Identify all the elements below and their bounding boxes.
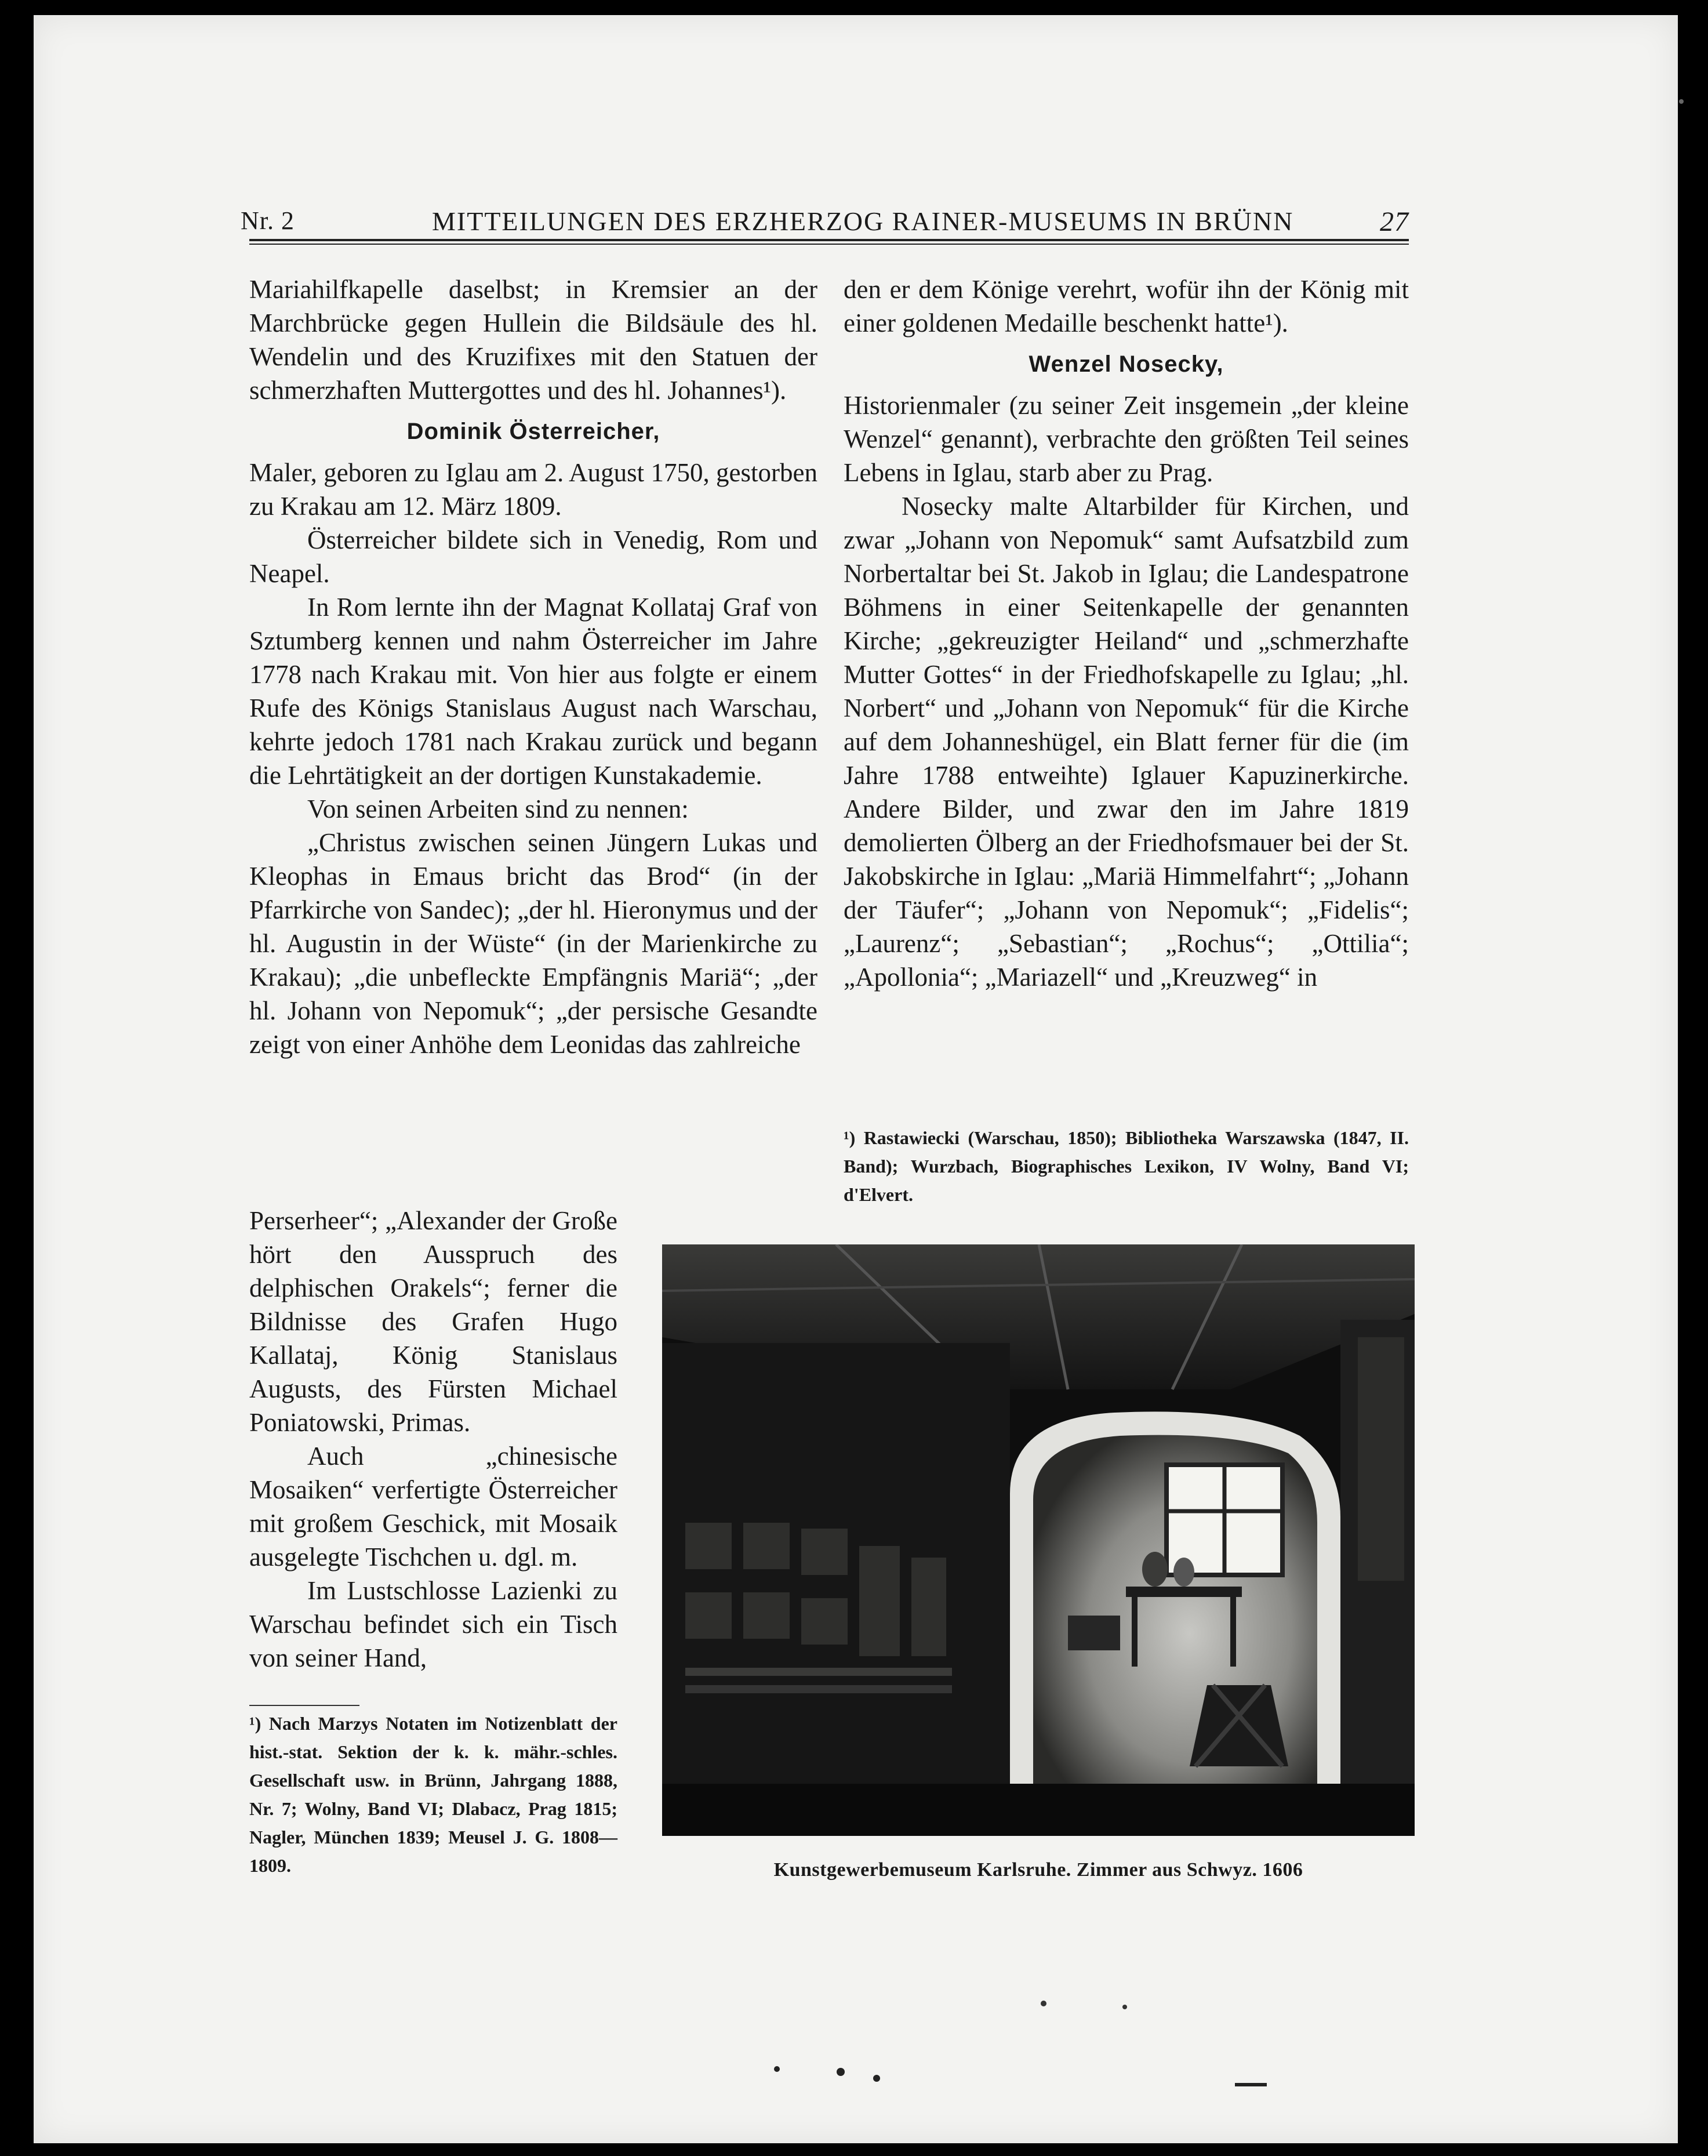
- paragraph: Von seinen Arbeiten sind zu nennen:: [307, 794, 689, 823]
- right-column: [844, 273, 1409, 994]
- paragraph: Perserheer“; „Alexander der Große hört den Ausspruch des delphischen Orakels“; ferner die Bildnisse des Grafen Hugo Kallataj, König Stanislaus Augusts, des Fürsten Michael Poniatowski, Primas.: [249, 1206, 617, 1437]
- paragraph: Mariahilfkapelle daselbst; in Kremsier an der Marchbrücke gegen Hullein die Bildsäule des hl. Wendelin und des Kruzifixes mit den Statuen der schmerzhaften Muttergottes und des hl. Johannes¹).: [249, 275, 817, 405]
- journal-title: MITTEILUNGEN DES ERZHERZOG RAINER-MUSEUMS IN BRÜNN: [432, 206, 1294, 236]
- footnote-rule: [249, 1705, 359, 1706]
- page-number: 27: [1380, 206, 1409, 237]
- paragraph: Im Lustschlosse Lazienki zu Warschau befindet sich ein Tisch von seiner Hand,: [249, 1576, 617, 1672]
- footnote-right: ¹) Rastawiecki (Warschau, 1850); Bibliotheka Warszawska (1847, II. Band); Wurzbach, Biographisches Lexikon, IV Wolny, Band VI; d'Elvert.: [844, 1127, 1409, 1205]
- left-column-narrow: [249, 1204, 617, 1675]
- paragraph: In Rom lernte ihn der Magnat Kollataj Graf von Sztumberg kennen und nahm Österreicher im Jahre 1778 nach Krakau mit. Von hier aus folgte er einem Rufe des Königs Stanislaus August nach Warschau, kehrte jedoch 1781 nach Krakau zurück und begann die Lehrtätigkeit an der dortigen Kunstakademie.: [249, 593, 817, 790]
- left-column-top: [249, 273, 817, 1061]
- section-heading: Dominik Österreicher,: [406, 419, 660, 444]
- footnote-left: ¹) Nach Marzys Notaten im Notizenblatt der hist.-stat. Sektion der k. k. mähr.-schles. Gesellschaft usw. in Brünn, Jahrgang 1888, Nr. 7; Wolny, Band VI; Dlabacz, Prag 1815; Nagler, München 1839; Meusel J. G. 1808—1809.: [249, 1713, 617, 1876]
- paragraph: Historienmaler (zu seiner Zeit insgemein „der kleine Wenzel“ genannt), verbrachte den größten Teil seines Lebens in Iglau, starb aber zu Prag.: [844, 391, 1409, 487]
- paragraph: den er dem Könige verehrt, wofür ihn der König mit einer goldenen Medaille beschenkt hatte¹).: [844, 275, 1409, 337]
- issue-number: Nr. 2: [241, 206, 295, 235]
- interior-photograph: [662, 1244, 1415, 1836]
- header-rule-thin: [249, 244, 1409, 245]
- section-heading: Wenzel Nosecky,: [1029, 351, 1224, 377]
- room-photo-illustration: [662, 1244, 1415, 1836]
- header-rule: [249, 239, 1409, 241]
- paragraph: Auch „chinesische Mosaiken“ verfertigte Österreicher mit großem Geschick, mit Mosaik ausgelegte Tischchen u. dgl. m.: [249, 1442, 617, 1571]
- paragraph: Nosecky malte Altarbilder für Kirchen, und zwar „Johann von Nepomuk“ samt Aufsatzbild zum Norbertaltar bei St. Jakob in Iglau; die Landespatrone Böhmens in einer Seitenkapelle der genannten Kirche; „gekreuzigter Heiland“ und „schmerzhafte Mutter Gottes“ in der Friedhofskapelle zu Iglau; „hl. Norbert“ und „Johann von Nepomuk“ für die Kirche auf dem Johanneshügel, ein Blatt ferner für die (im Jahre 1788 entweihte) Iglauer Kapuzinerkirche. Andere Bilder, und zwar den im Jahre 1819 demolierten Ölberg an der Friedhofsmauer bei der St. Jakobskirche in Iglau: „Mariä Himmelfahrt“; „Johann der Täufer“; „Johann von Nepomuk“; „Fidelis“; „Laurenz“; „Sebastian“; „Rochus“; „Ottilia“; „Apollonia“; „Mariazell“ und „Kreuzweg“ in: [844, 492, 1409, 992]
- paragraph: „Christus zwischen seinen Jüngern Lukas und Kleophas in Emaus bricht das Brod“ (in der Pfarrkirche von Sandec); „der hl. Hieronymus und der hl. Augustin in der Wüste“ (in der Marienkirche zu Krakau); „die unbefleckte Empfängnis Mariä“; „der hl. Johann von Nepomuk“; „der persische Gesandte zeigt von einer Anhöhe dem Leonidas das zahlreiche: [249, 828, 817, 1059]
- photo-caption: Kunstgewerbemuseum Karlsruhe. Zimmer aus Schwyz. 1606: [773, 1859, 1303, 1881]
- paragraph: Maler, geboren zu Iglau am 2. August 1750, gestorben zu Krakau am 12. März 1809.: [249, 458, 817, 521]
- paragraph: Österreicher bildete sich in Venedig, Rom und Neapel.: [249, 525, 817, 588]
